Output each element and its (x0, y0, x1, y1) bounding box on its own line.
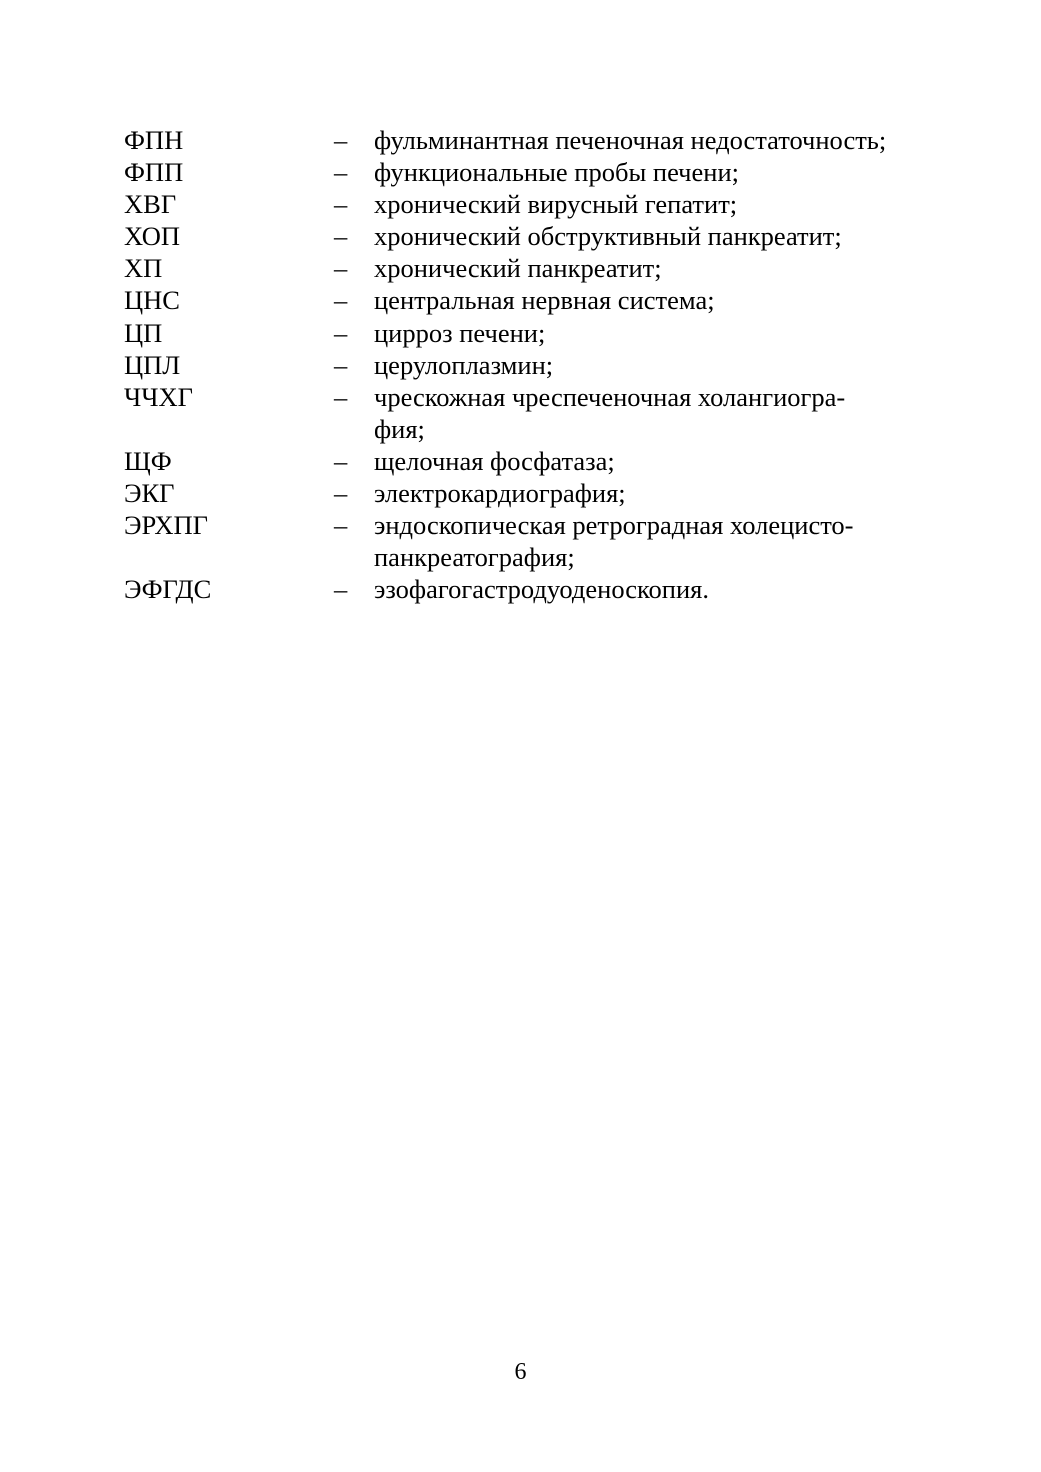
definition (374, 381, 944, 445)
definition-line: хронический панкреатит; (374, 253, 662, 284)
definition-line: функциональные пробы печени; (374, 157, 739, 188)
abbreviation: ЦПЛ (124, 349, 181, 380)
abbreviation-entry-fpp (124, 156, 944, 188)
abbreviation: ЭРХПГ (124, 510, 208, 541)
abbreviation: ХОП (124, 221, 181, 252)
dash-separator: – (334, 221, 348, 252)
dash-separator: – (334, 445, 348, 476)
page-number: 6 (514, 1359, 527, 1385)
dash-separator: – (334, 381, 348, 412)
abbreviation-entry-tspl (124, 349, 944, 381)
abbreviation-entry-tsp (124, 317, 944, 349)
abbreviation-entry-hvg (124, 188, 944, 220)
definition-line: цирроз печени; (374, 317, 546, 348)
definition-line: эзофагогастродуоденоскопия. (374, 574, 709, 605)
definition-line: эндоскопическая ретроградная холецисто- (374, 510, 854, 541)
definition-line: хронический вирусный гепатит; (374, 189, 738, 220)
definition-line: чрескожная чреспеченочная холангиогра- (374, 381, 846, 412)
definition (374, 509, 944, 573)
dash-separator: – (334, 253, 348, 284)
dash-separator: – (334, 125, 348, 155)
abbreviation-entry-shchf (124, 445, 944, 477)
definition-line: панкреатография; (374, 542, 575, 573)
abbreviation-entry-hp (124, 252, 944, 284)
definition-line: центральная нервная система; (374, 285, 715, 316)
dash-separator: – (334, 349, 348, 380)
abbreviation-entry-efgds (124, 573, 944, 605)
definition (374, 124, 944, 156)
dash-separator: – (334, 510, 348, 541)
abbreviation: ЦП (124, 317, 163, 348)
abbreviation: ФПП (124, 157, 184, 188)
abbreviation: ЧЧХГ (124, 381, 193, 412)
abbreviation: ХВГ (124, 189, 177, 220)
definition-line: фия; (374, 413, 425, 444)
dash-separator: – (334, 478, 348, 509)
definition (374, 252, 944, 284)
definition (374, 573, 944, 605)
definition (374, 284, 944, 316)
abbreviation: ЭФГДС (124, 574, 212, 605)
abbreviation-entry-fpn (124, 124, 944, 156)
dash-separator: – (334, 285, 348, 316)
definition (374, 349, 944, 381)
abbreviation: ХП (124, 253, 163, 284)
dash-separator: – (334, 157, 348, 188)
definition-line: фульминантная печеночная недостаточность; (374, 125, 887, 155)
abbreviation: ЩФ (124, 445, 172, 476)
definition (374, 445, 944, 477)
abbreviation: ЭКГ (124, 478, 175, 509)
definition-line: щелочная фосфатаза; (374, 445, 615, 476)
definition (374, 317, 944, 349)
abbreviation-entry-ekg (124, 477, 944, 509)
abbreviation: ЦНС (124, 285, 180, 316)
abbreviation-entry-hop (124, 220, 944, 252)
definition (374, 477, 944, 509)
definition (374, 220, 944, 252)
dash-separator: – (334, 189, 348, 220)
definition (374, 156, 944, 188)
abbreviation: ФПН (124, 125, 184, 155)
abbreviation-entry-chchhg (124, 381, 944, 445)
definition (374, 188, 944, 220)
definition-line: хронический обструктивный панкреатит; (374, 221, 842, 252)
abbreviation-entry-erhpg (124, 509, 944, 573)
abbreviation-entry-tsns (124, 284, 944, 316)
dash-separator: – (334, 574, 348, 605)
abbreviation-list (124, 124, 944, 605)
dash-separator: – (334, 317, 348, 348)
definition-line: электрокардиография; (374, 478, 626, 509)
definition-line: церулоплазмин; (374, 349, 554, 380)
